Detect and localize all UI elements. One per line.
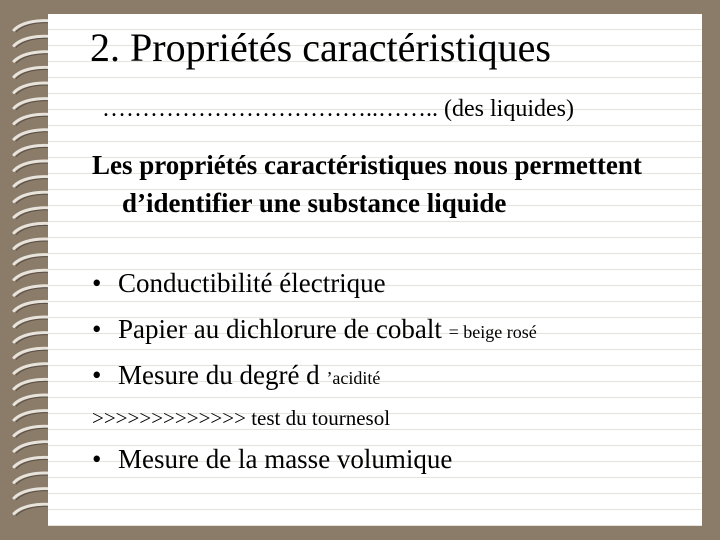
bullet-text: Conductibilité électrique [118,268,386,298]
bullet-suffix: ’acidité [326,368,381,388]
bullet-item-masse-volumique [92,444,452,475]
bullet-dot: • [92,268,102,298]
sub-note-tournesol: >>>>>>>>>>>>> test du tournesol [92,406,391,430]
bullet-text: Mesure de la masse volumique [118,444,453,474]
bullet-item-papier-cobalt [92,314,537,345]
bullet-text: Mesure du degré d [118,360,320,390]
slide-title: 2. Propriétés caractéristiques [90,25,551,70]
bullet-text: Papier au dichlorure de cobalt [118,314,442,344]
bullet-dot: • [92,314,102,344]
bullet-item-conductibilite [92,268,386,299]
bullet-item-acidite [92,360,380,391]
intro-paragraph: Les propriétés caractéristiques nous permettent d’identifier une substance liquide [92,150,642,218]
bullet-suffix: = beige rosé [448,322,537,342]
bullet-dot: • [92,444,102,474]
slide-subtitle: ……………………………..…….. (des liquides) [102,96,574,122]
bullet-dot: • [92,360,102,390]
